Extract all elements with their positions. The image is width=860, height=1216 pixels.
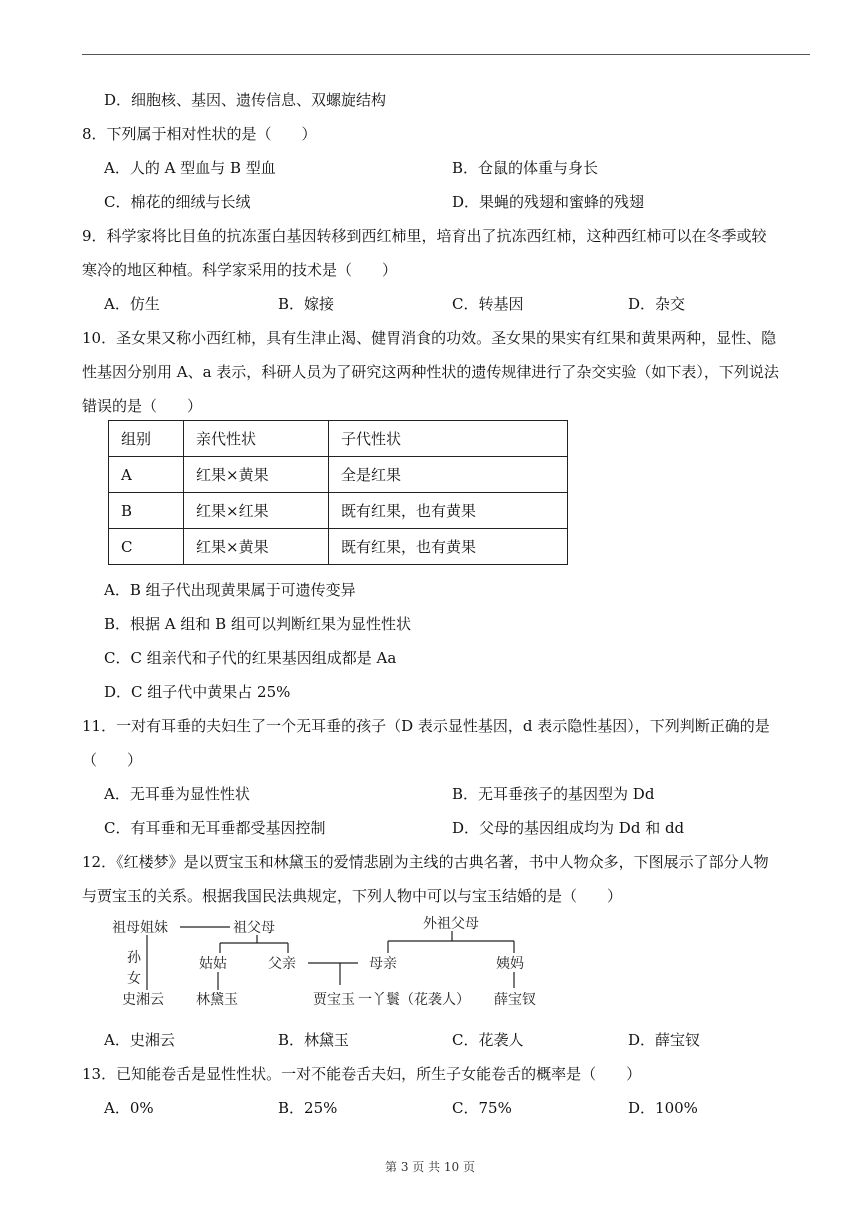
table-cell: B — [109, 493, 184, 529]
diagram-father: 父亲 — [268, 956, 296, 972]
q10-option-c: C．C 组亲代和子代的红果基因组成都是 Aa — [104, 649, 397, 667]
q13-option-c: C．75% — [452, 1099, 512, 1117]
q10-stem-line2: 性基因分别用 A、a 表示，科研人员为了研究这两种性状的遗传规律进行了杂交实验（如下表），下列说法 — [82, 363, 779, 381]
q10-stem-line1: 10．圣女果又称小西红柿，具有生津止渴、健胃消食的功效。圣女果的果实有红果和黄果两种，显性、隐 — [82, 329, 777, 347]
q12-option-c: C．花袭人 — [452, 1031, 524, 1049]
diagram-mother-sister: 姨妈 — [496, 956, 524, 972]
q12-option-d: D．薛宝钗 — [628, 1031, 701, 1049]
q13-option-d: D．100% — [628, 1099, 698, 1117]
diagram-grandniece-char2: 女 — [127, 971, 141, 987]
diagram-lin-daiyu: 林黛玉 — [196, 992, 238, 1008]
q11-option-a: A．无耳垂为显性性状 — [104, 785, 250, 803]
q12-stem-line1: 12．《红楼梦》是以贾宝玉和林黛玉的爱情悲剧为主线的古典名著，书中人物众多，下图展示了部分人物 — [82, 853, 769, 871]
diagram-maternal-grandparents: 外祖父母 — [423, 916, 479, 932]
q11-option-c: C．有耳垂和无耳垂都受基因控制 — [104, 819, 326, 837]
q9-option-d: D．杂交 — [628, 295, 686, 313]
table-header-cell: 组别 — [109, 421, 184, 457]
q8-option-a: A．人的 A 型血与 B 型血 — [104, 159, 276, 177]
q11-option-b: B．无耳垂孩子的基因型为 Dd — [452, 785, 655, 803]
table-cell: 红果×黄果 — [184, 457, 329, 493]
diagram-shi-xiangyun: 史湘云 — [122, 992, 164, 1008]
table-cell: 红果×黄果 — [184, 529, 329, 565]
diagram-jia-baoyu: 贾宝玉 — [313, 992, 355, 1008]
q10-option-b: B．根据 A 组和 B 组可以判断红果为显性性状 — [104, 615, 411, 633]
q9-stem-line2: 寒冷的地区种植。科学家采用的技术是（ ） — [82, 261, 398, 279]
q11-stem-line2: （ ） — [82, 751, 143, 769]
q12-option-b: B．林黛玉 — [278, 1031, 350, 1049]
diagram-grandparents: 祖父母 — [233, 920, 275, 936]
diagram-grand-aunt: 祖母姐妹 — [112, 920, 168, 936]
table-header-cell: 子代性状 — [329, 421, 568, 457]
q10-option-a: A．B 组子代出现黄果属于可遗传变异 — [104, 581, 356, 599]
q8-option-c: C．棉花的细绒与长绒 — [104, 193, 251, 211]
q13-stem: 13．已知能卷舌是显性性状。一对不能卷舌夫妇，所生子女能卷舌的概率是（ ） — [82, 1065, 642, 1083]
q12-stem-line2: 与贾宝玉的关系。根据我国民法典规定，下列人物中可以与宝玉结婚的是（ ） — [82, 887, 623, 905]
diagram-xue-baochai: 薛宝钗 — [494, 992, 536, 1008]
q9-option-a: A．仿生 — [104, 295, 160, 313]
q8-option-b: B．仓鼠的体重与身长 — [452, 159, 599, 177]
q13-option-b: B．25% — [278, 1099, 338, 1117]
page-footer: 第 3 页 共 10 页 — [385, 1160, 475, 1174]
diagram-maid-hua-xiren: 一丫鬟（花袭人） — [358, 992, 470, 1008]
q9-stem-line1: 9．科学家将比目鱼的抗冻蛋白基因转移到西红柿里，培育出了抗冻西红柿，这种西红柿可以在冬季或较 — [82, 227, 767, 245]
diagram-grandniece-char1: 孙 — [127, 950, 141, 966]
q8-option-d: D．果蝇的残翅和蜜蜂的残翅 — [452, 193, 645, 211]
q12-option-a: A．史湘云 — [104, 1031, 175, 1049]
q13-option-a: A．0% — [104, 1099, 154, 1117]
table-cell: 既有红果，也有黄果 — [329, 529, 568, 565]
q11-stem-line1: 11．一对有耳垂的夫妇生了一个无耳垂的孩子（D 表示显性基因，d 表示隐性基因），下列判断正确的是 — [82, 717, 770, 735]
q11-option-d: D．父母的基因组成均为 Dd 和 dd — [452, 819, 685, 837]
q7-option-d: D．细胞核、基因、遗传信息、双螺旋结构 — [104, 91, 387, 109]
q10-option-d: D．C 组子代中黄果占 25% — [104, 683, 291, 701]
table-cell: 红果×红果 — [184, 493, 329, 529]
table-cell: C — [109, 529, 184, 565]
q9-option-b: B．嫁接 — [278, 295, 335, 313]
diagram-aunt: 姑姑 — [199, 956, 227, 972]
table-cell: 全是红果 — [329, 457, 568, 493]
table-header-cell: 亲代性状 — [184, 421, 329, 457]
table-cell: 既有红果，也有黄果 — [329, 493, 568, 529]
table-cell: A — [109, 457, 184, 493]
q10-stem-line3: 错误的是（ ） — [82, 397, 203, 415]
q8-stem: 8．下列属于相对性状的是（ ） — [82, 125, 317, 143]
diagram-mother: 母亲 — [369, 956, 397, 972]
q9-option-c: C．转基因 — [452, 295, 524, 313]
